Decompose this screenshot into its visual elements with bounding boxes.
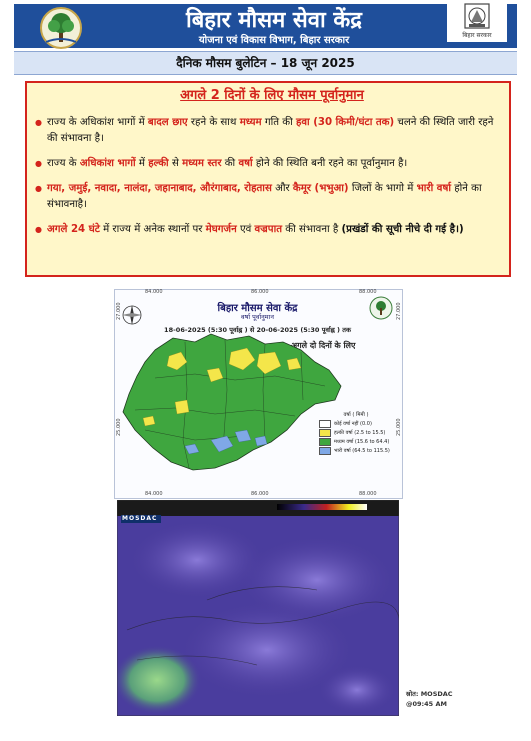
text: राज्य के अधिकांश भागों में (47, 117, 148, 128)
map-legend (319, 412, 393, 455)
text: रहने के साथ (187, 117, 240, 128)
text: अधिकांश भागों (79, 158, 136, 169)
text: अगले 24 घंटे (47, 224, 100, 235)
forecast-item-wind (35, 115, 505, 147)
text: से (168, 158, 183, 169)
mosdac-logo: MOSDAC (122, 515, 158, 522)
forecast-item-thunder (35, 222, 505, 238)
legend-swatch (319, 429, 331, 437)
emblem-caption: बिहार सरकार (462, 32, 492, 39)
tree-logo-icon (36, 6, 86, 50)
forecast-title: अगले 2 दिनों के लिए मौसम पूर्वानुमान (180, 88, 364, 103)
tick-label: 27.000 (116, 302, 122, 320)
text: राज्य के (47, 158, 80, 169)
text: मेघगर्जन (205, 224, 237, 235)
bulletin-title: दैनिक मौसम बुलेटिन – 18 जून 2025 (14, 51, 517, 75)
legend-swatch (319, 447, 331, 455)
page-title: बिहार मौसम सेवा केंद्र (186, 7, 362, 33)
text: में राज्य में अनेक स्थानों पर (99, 224, 206, 235)
text: (प्रखंडों की सूची नीचे दी गई है।) (341, 224, 464, 235)
source-line: स्रोत: MOSDAC (406, 690, 453, 698)
text: वज्रपात (254, 224, 283, 235)
forecast-item-rain (35, 156, 505, 172)
legend-item (319, 446, 393, 455)
text: बादल छाए (147, 117, 188, 128)
legend-item (319, 437, 393, 446)
text: गति की (261, 117, 296, 128)
legend-label: हल्की वर्षा (2.5 to 15.5) (334, 429, 386, 436)
text: गया, जमुई, नवादा, नालंदा, जहानाबाद, औरंगाबाद, रोहतास (47, 183, 272, 194)
text: जिलों के भागो में (348, 183, 417, 194)
text: मध्यम (239, 117, 262, 128)
legend-label: मध्यम वर्षा (15.6 to 64.4) (334, 438, 390, 445)
text: भारी वर्षा (416, 183, 451, 194)
text: हवा (30 किमी/घंटा तक) (295, 117, 395, 128)
map-title: बिहार मौसम सेवा केंद्र (217, 303, 298, 314)
legend-label: भारी वर्षा (64.5 to 115.5) (334, 447, 390, 454)
text: एवं (236, 224, 255, 235)
legend-swatch (319, 420, 331, 428)
text: कैमूर (भभुआ) (292, 183, 349, 194)
tick-label: 88.000 (359, 491, 377, 497)
source-time: @09:45 AM (406, 700, 447, 708)
legend-swatch (319, 438, 331, 446)
tick-label: 86.000 (251, 491, 269, 497)
rain-forecast-map (114, 289, 403, 499)
satellite-image (117, 500, 399, 716)
forecast-box (25, 81, 511, 277)
header-banner (14, 4, 517, 48)
satellite-cloud-imagery (117, 500, 399, 716)
map-next-days: अगले दो दिनों के लिए (291, 341, 356, 350)
page-subtitle: योजना एवं विकास विभाग, बिहार सरकार (198, 35, 350, 46)
legend-item (319, 428, 393, 437)
bihar-district-map (115, 290, 400, 496)
forecast-list (35, 115, 505, 247)
text: होने का संभावनाहै। (47, 183, 482, 210)
tick-label: 84.000 (145, 491, 163, 497)
tick-label: 27.000 (396, 302, 402, 320)
legend-item (319, 419, 393, 428)
bihar-emblem (447, 2, 507, 42)
map-subtitle: वर्षा पूर्वानुमान (241, 313, 274, 321)
text: में (135, 158, 149, 169)
legend-title: वर्षा ( मिमी ) (343, 412, 369, 418)
tick-label: 84.000 (145, 289, 163, 295)
text: की संभावना है (282, 224, 342, 235)
tick-label: 86.000 (251, 289, 269, 295)
text: की (221, 158, 239, 169)
tick-label: 25.000 (116, 418, 122, 436)
text: और (271, 183, 293, 194)
text: चलने की स्थिति जारी रहने की संभावना है। (47, 117, 494, 144)
text: हल्की (148, 158, 169, 169)
forecast-item-heavy-rain (35, 181, 505, 213)
tick-label: 25.000 (396, 418, 402, 436)
text: होने की स्थिति बनी रहने का पूर्वानुमान है। (252, 158, 408, 169)
map-date-range: 18-06-2025 (5:30 पूर्वाह्न ) से 20-06-2025 (5:30 पूर्वाह्न ) तक (164, 326, 351, 334)
legend-label: कोई वर्षा नहीं (0.0) (334, 420, 372, 427)
text: वर्षा (238, 158, 253, 169)
text: मध्यम स्तर (182, 158, 222, 169)
source-credit (406, 689, 453, 709)
emblem-icon (447, 2, 507, 32)
tick-label: 88.000 (359, 289, 377, 295)
